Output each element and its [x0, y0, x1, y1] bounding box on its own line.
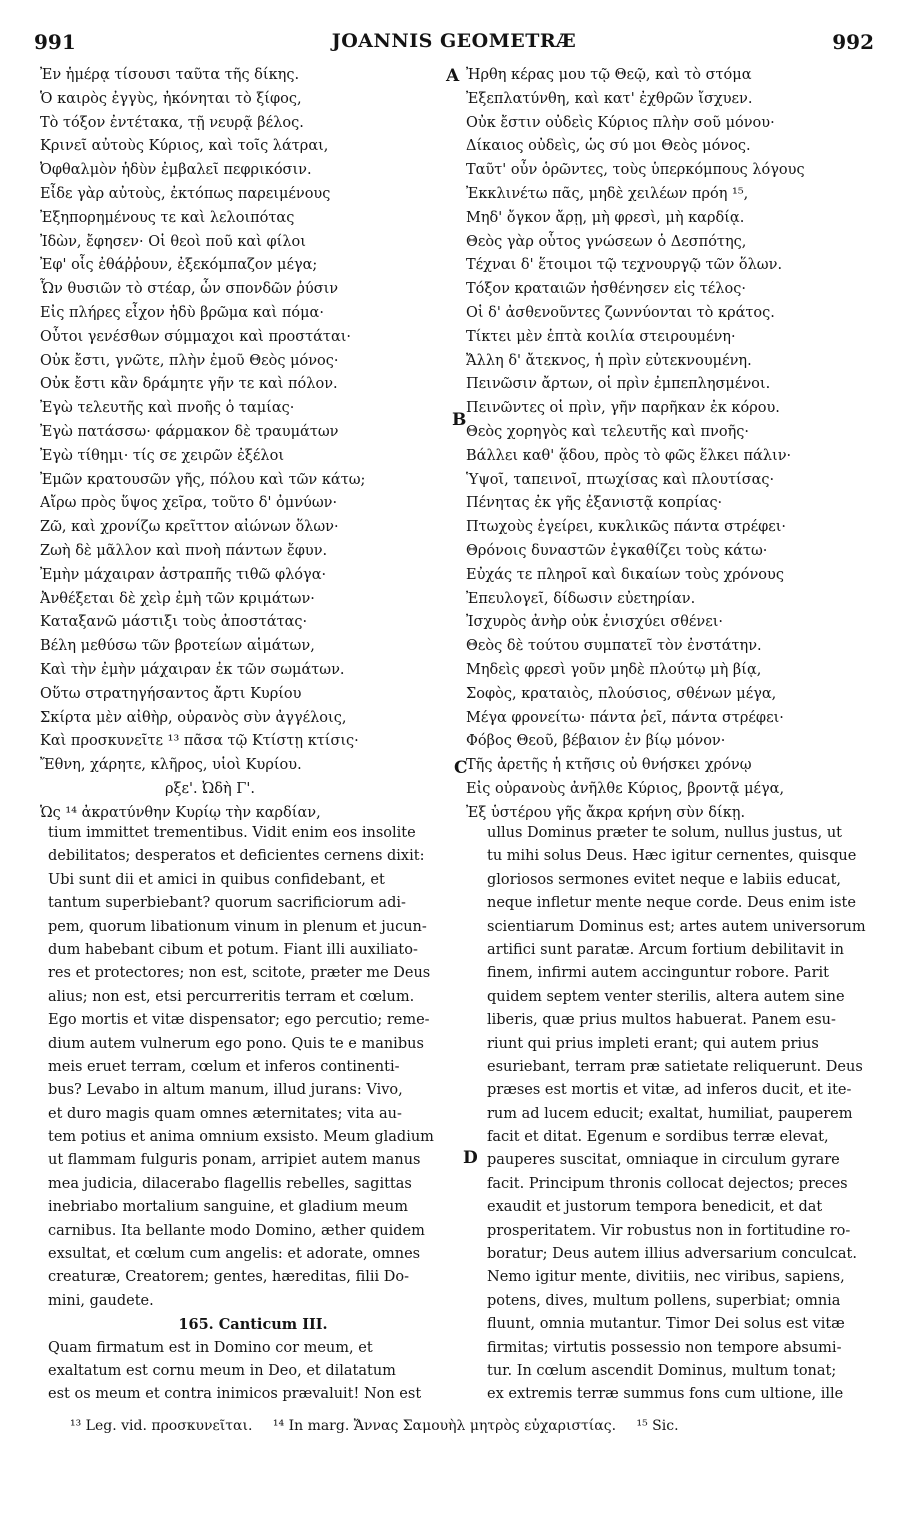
verse-line: Εἰς πλήρες εἶχον ἡδὺ βρῶμα καὶ πόμα· — [40, 304, 324, 321]
verse-line: Κρινεῖ αὐτοὺς Κύριος, καὶ τοῖς λάτραι, — [40, 138, 329, 155]
text-line: exaltatum est cornu meum in Deo, et dilatatum — [48, 1362, 396, 1379]
running-title: JOANNIS GEOMETRÆ — [331, 30, 577, 52]
text-line: prosperitatem. Vir robustus non in fortitudine ro- — [487, 1222, 851, 1239]
text-line: ex extremis terræ summus fons cum ultione, ille — [487, 1386, 844, 1403]
text-line: neque infletur mente neque corde. Deus enim iste — [487, 895, 856, 912]
verse-line: Καταξανῶ μάστιξι τοὺς ἀποστάτας· — [40, 614, 308, 631]
verse-line: Τὸ τόξον ἐντέτακα, τῇ νευρᾷ βέλος. — [40, 114, 304, 131]
text-line: et duro magis quam omnes æternitates; vita au- — [48, 1105, 402, 1122]
text-line: mea judicia, dilacerabo flagellis rebelles, sagittas — [48, 1175, 412, 1192]
text-line: tantum superbiebant? quorum sacrificiorum adi- — [48, 895, 406, 912]
verse-line: Μέγα φρονείτω· πάντα ῥεῖ, πάντα στρέφει· — [466, 709, 784, 726]
verse-line: Ζωὴ δὲ μᾶλλον καὶ πνοὴ πάντων ἔφυν. — [40, 542, 328, 559]
text-line: exsultat, et cœlum cum angelis: et adorate, omnes — [48, 1246, 421, 1263]
footnotes — [70, 1418, 870, 1434]
latin-translation-right-column — [487, 822, 891, 1407]
margin-marker-b: B — [452, 410, 467, 430]
text-line: tur. In cœlum ascendit Dominus, multum tonat; — [487, 1362, 837, 1379]
verse-line: Ὧν θυσιῶν τὸ στέαρ, ὧν σπονδῶν ῥύσιν — [40, 281, 339, 298]
text-line: debilitatos; desperatos et deficientes cernens dixit: — [48, 848, 425, 865]
verse-line: Ὀφθαλμὸν ἡδὺν ἐμβαλεῖ πεφρικόσιν. — [40, 162, 312, 179]
verse-line: Οὐκ ἔστιν οὐδεὶς Κύριος πλὴν σοῦ μόνου· — [466, 114, 775, 131]
text-line: gloriosos sermones evitet neque e labiis educat, — [487, 871, 842, 888]
text-line: tem potius et anima omnium exsisto. Meum gladium — [48, 1129, 434, 1146]
text-line: tium immittet trementibus. Vidit enim eos insolite — [48, 825, 416, 841]
text-line: Ubi sunt dii et amici in quibus confidebant, et — [48, 871, 385, 888]
verse-line: Ζῶ, καὶ χρονίζω κρεῖττον αἰώνων ὅλων· — [40, 519, 339, 536]
text-line: artifici sunt paratæ. Arcum fortium debilitavit in — [487, 941, 844, 958]
verse-line: Θεὸς δὲ τούτου συμπατεῖ τὸν ἐνστάτην. — [466, 638, 762, 655]
verse-line: Ἐμὴν μάχαιραν ἀστραπῆς τιθῶ φλόγα· — [40, 566, 327, 583]
verse-line: Σκίρτα μὲν αἰθὴρ, οὐρανὸς σὺν ἀγγέλοις, — [40, 709, 347, 726]
verse-line: Ἐμῶν κρατουσῶν γῆς, πόλου καὶ τῶν κάτω; — [40, 471, 366, 488]
margin-marker-d: D — [463, 1148, 478, 1168]
footnote-15: ¹⁵ Sic. — [636, 1418, 679, 1434]
verse-line: Ἐξ ὑστέρου γῆς ἄκρα κρήνη σὺν δίκῃ. — [466, 804, 746, 821]
verse-line: Βέλη μεθύσω τῶν βροτείων αἱμάτων, — [40, 638, 315, 655]
verse-line: Καὶ προσκυνεῖτε ¹³ πᾶσα τῷ Κτίστῃ κτίσις· — [40, 733, 359, 750]
text-line: Ego mortis et vitæ dispensator; ego percutio; reme- — [48, 1012, 430, 1029]
verse-line: Πεινῶσιν ἄρτων, οἱ πρὶν ἐμπεπλησμένοι. — [466, 376, 771, 393]
text-line: pem, quorum libationum vinum in plenum et jucun- — [48, 918, 427, 935]
text-line: firmitas; virtutis possessio non tempore absumi- — [487, 1339, 842, 1356]
verse-line: Ἔθνη, χάρητε, κλῆρος, υἱοὶ Κυρίου. — [40, 757, 302, 774]
verse-line: Μηδ' ὄγκον ἄρῃ, μὴ φρεσὶ, μὴ καρδίᾳ. — [466, 209, 745, 226]
verse-line: Ἐξεπλατύνθη, καὶ κατ' ἐχθρῶν ἴσχυεν. — [466, 90, 753, 107]
verse-line: Ἐξηπορημένους τε καὶ λελοιπότας — [40, 209, 295, 226]
verse-line: Θεὸς χορηγὸς καὶ τελευτῆς καὶ πνοῆς· — [466, 423, 749, 440]
page-number-left: 991 — [34, 30, 76, 54]
page-header — [34, 30, 874, 60]
verse-line: Καὶ τὴν ἐμὴν μάχαιραν ἐκ τῶν σωμάτων. — [40, 661, 345, 678]
verse-line: Ἐκκλινέτω πᾶς, μηδὲ χειλέων πρόη ¹⁵, — [466, 185, 749, 202]
text-line: scientiarum Dominus est; artes autem universorum — [487, 918, 866, 935]
text-line: esuriebant, terram præ satietate reliquerunt. Deus — [487, 1058, 863, 1075]
text-line: res et protectores; non est, scitote, præter me Deus — [48, 965, 431, 982]
text-line: bus? Levabo in altum manum, illud jurans: Vivo, — [48, 1082, 403, 1099]
text-line: dum habebant cibum et potum. Fiant illi auxiliato- — [48, 941, 418, 958]
verse-line: Ἠρθη κέρας μου τῷ Θεῷ, καὶ τὸ στόμα — [466, 67, 752, 83]
text-line: riunt qui prius impleti erant; qui autem prius — [487, 1035, 819, 1052]
verse-line: Ἐγὼ τελευτῆς καὶ πνοῆς ὁ ταμίας· — [40, 400, 295, 417]
text-line: creaturæ, Creatorem; gentes, hæreditas, filii Do- — [48, 1269, 410, 1286]
verse-line: Ὡς ¹⁴ ἀκρατύνθην Κυρίῳ τὴν καρδίαν, — [40, 804, 321, 821]
greek-verse-right-column — [466, 64, 866, 826]
page-number-right: 992 — [832, 30, 874, 54]
verse-line: Ἄλλη δ' ἄτεκνος, ἡ πρὶν εὐτεκνουμένη. — [466, 352, 752, 369]
verse-line: Βάλλει καθ' ᾅδου, πρὸς τὸ φῶς ἕλκει πάλιν· — [466, 447, 792, 464]
text-line: dium autem vulnerum ego pono. Quis te e manibus — [48, 1035, 424, 1052]
verse-line: Οὐκ ἔστι κἂν δράμητε γῆν τε καὶ πόλον. — [40, 376, 338, 393]
verse-line: Τόξον κραταιῶν ἠσθένησεν εἰς τέλος· — [466, 281, 746, 298]
verse-line: Οἱ δ' ἀσθενοῦντες ζωννύονται τὸ κράτος. — [466, 304, 775, 321]
text-line: ullus Dominus præter te solum, nullus justus, ut — [487, 825, 843, 841]
verse-line: Ἐπευλογεῖ, δίδωσιν εὐετηρίαν. — [466, 590, 696, 607]
verse-line: Ἐγὼ τίθημι· τίς σε χειρῶν ἐξέλοι — [40, 447, 285, 464]
verse-line: Πένητας ἐκ γῆς ἐξανιστᾷ κοπρίας· — [466, 495, 723, 512]
text-line: liberis, quæ prius multos habuerat. Panem esu- — [487, 1012, 836, 1029]
verse-line: Εἶδε γὰρ αὐτοὺς, ἐκτόπως παρειμένους — [40, 185, 331, 202]
text-line: inebriabo mortalium sanguine, et gladium meum — [48, 1199, 408, 1216]
text-line: præses est mortis et vitæ, ad inferos ducit, et ite- — [487, 1082, 852, 1099]
verse-line: Οὐκ ἔστι, γνῶτε, πλὴν ἐμοῦ Θεὸς μόνος· — [40, 352, 339, 369]
verse-line: Σοφὸς, κραταιὸς, πλούσιος, σθένων μέγα, — [466, 685, 777, 702]
greek-verse-left-column — [40, 64, 440, 826]
verse-line: Ταῦτ' οὖν ὁρῶντες, τοὺς ὑπερκόμπους λόγους — [466, 162, 805, 179]
ode-heading: ρξε'. Ὠδὴ Γ'. — [165, 780, 255, 797]
text-line: finem, infirmi autem accinguntur robore. Parit — [487, 965, 829, 982]
text-line: Nemo igitur mente, divitiis, nec viribus, sapiens, — [487, 1269, 845, 1286]
text-line: ut flammam fulguris ponam, arripiet autem manus — [48, 1152, 421, 1169]
text-line: potens, dives, multum pollens, superbiat; omnia — [487, 1292, 841, 1309]
verse-line: Τίκτει μὲν ἑπτὰ κοιλία στειρουμένη· — [466, 328, 736, 345]
canticum-heading: 165. Canticum III. — [178, 1316, 328, 1334]
verse-line: Θρόνοις δυναστῶν ἐγκαθίζει τοὺς κάτω· — [466, 542, 768, 559]
verse-line: Οὗτοι γενέσθων σύμμαχοι καὶ προστάται· — [40, 328, 352, 345]
latin-translation-left-column — [48, 822, 458, 1407]
footnote-13: ¹³ Leg. vid. προσκυνεῖται. — [70, 1418, 253, 1434]
text-line: tu mihi solus Deus. Hæc igitur cernentes, quisque — [487, 848, 857, 865]
verse-line: Πτωχοὺς ἐγείρει, κυκλικῶς πάντα στρέφει· — [466, 519, 787, 536]
text-line: carnibus. Ita bellante modo Domino, æther quidem — [48, 1222, 425, 1239]
text-line: meis eruet terram, cœlum et inferos continenti- — [48, 1058, 400, 1075]
text-line: est os meum et contra inimicos prævaluit! Non est — [48, 1386, 422, 1403]
verse-line: Ὑψοῖ, ταπεινοῖ, πτωχίσας καὶ πλουτίσας· — [466, 471, 775, 488]
text-line: Quam firmatum est in Domino cor meum, et — [48, 1339, 373, 1356]
verse-line: Ἰσχυρὸς ἀνὴρ οὐκ ἐνισχύει σθένει· — [466, 614, 724, 631]
verse-line: Οὕτω στρατηγήσαντος ἄρτι Κυρίου — [40, 685, 302, 702]
text-line: facit et ditat. Egenum e sordibus terræ elevat, — [487, 1129, 829, 1146]
verse-line: Ἰδὼν, ἔφησεν· Οἱ θεοὶ ποῦ καὶ φίλοι — [40, 233, 306, 250]
verse-line: Ἀνθέξεται δὲ χεὶρ ἐμὴ τῶν κριμάτων· — [40, 590, 315, 607]
text-line: exaudit et justorum tempora benedicit, et dat — [487, 1199, 823, 1216]
verse-line: Ὁ καιρὸς ἐγγὺς, ἠκόνηται τὸ ξίφος, — [40, 90, 302, 107]
text-line: quidem septem venter sterilis, altera autem sine — [487, 988, 845, 1005]
verse-line: Δίκαιος οὐδεὶς, ὡς σύ μοι Θεὸς μόνος. — [466, 138, 751, 155]
text-line: pauperes suscitat, omniaque in circulum gyrare — [487, 1152, 840, 1169]
text-line: alius; non est, etsi percurreritis terram et cœlum. — [48, 988, 415, 1005]
text-line: rum ad lucem educit; exaltat, humiliat, pauperem — [487, 1105, 853, 1122]
margin-marker-c: C — [454, 758, 468, 778]
verse-line: Μηδεὶς φρεσὶ γοῦν μηδὲ πλούτῳ μὴ βίᾳ, — [466, 661, 762, 678]
verse-line: Τέχναι δ' ἕτοιμοι τῷ τεχνουργῷ τῶν ὅλων. — [466, 257, 783, 274]
verse-line: Φόβος Θεοῦ, βέβαιον ἐν βίῳ μόνον· — [466, 733, 726, 750]
text-line: facit. Principum thronis collocat dejectos; preces — [487, 1175, 848, 1192]
footnote-14: ¹⁴ In marg. Ἄννας Σαμουὴλ μητρὸς εὐχαριστίας. — [272, 1418, 617, 1434]
verse-line: Ἐγὼ πατάσσω· φάρμακον δὲ τραυμάτων — [40, 423, 339, 440]
text-line: mini, gaudete. — [48, 1292, 154, 1309]
verse-line: Εὐχάς τε πληροῖ καὶ δικαίων τοὺς χρόνους — [466, 566, 784, 583]
verse-line: Εἰς οὐρανοὺς ἀνῆλθε Κύριος, βροντᾷ μέγα, — [466, 780, 785, 797]
verse-line: Ἐν ἡμέρᾳ τίσουσι ταῦτα τῆς δίκης. — [40, 67, 300, 83]
margin-marker-a: A — [446, 66, 460, 86]
text-line: fluunt, omnia mutantur. Timor Dei solus est vitæ — [487, 1316, 845, 1333]
verse-line: Ἐφ' οἷς ἐθάῤῥουν, ἐξεκόμπαζον μέγα; — [40, 257, 318, 274]
verse-line: Πεινῶντες οἱ πρὶν, γῆν παρῆκαν ἐκ κόρου. — [466, 400, 780, 417]
text-line: boratur; Deus autem illius adversarium conculcat. — [487, 1246, 857, 1263]
verse-line: Τῆς ἀρετῆς ἡ κτῆσις οὐ θνήσκει χρόνῳ — [466, 757, 752, 774]
verse-line: Αἴρω πρὸς ὕψος χεῖρα, τοῦτο δ' ὀμνύων· — [40, 495, 338, 512]
verse-line: Θεὸς γὰρ οὗτος γνώσεων ὁ Δεσπότης, — [466, 233, 747, 250]
